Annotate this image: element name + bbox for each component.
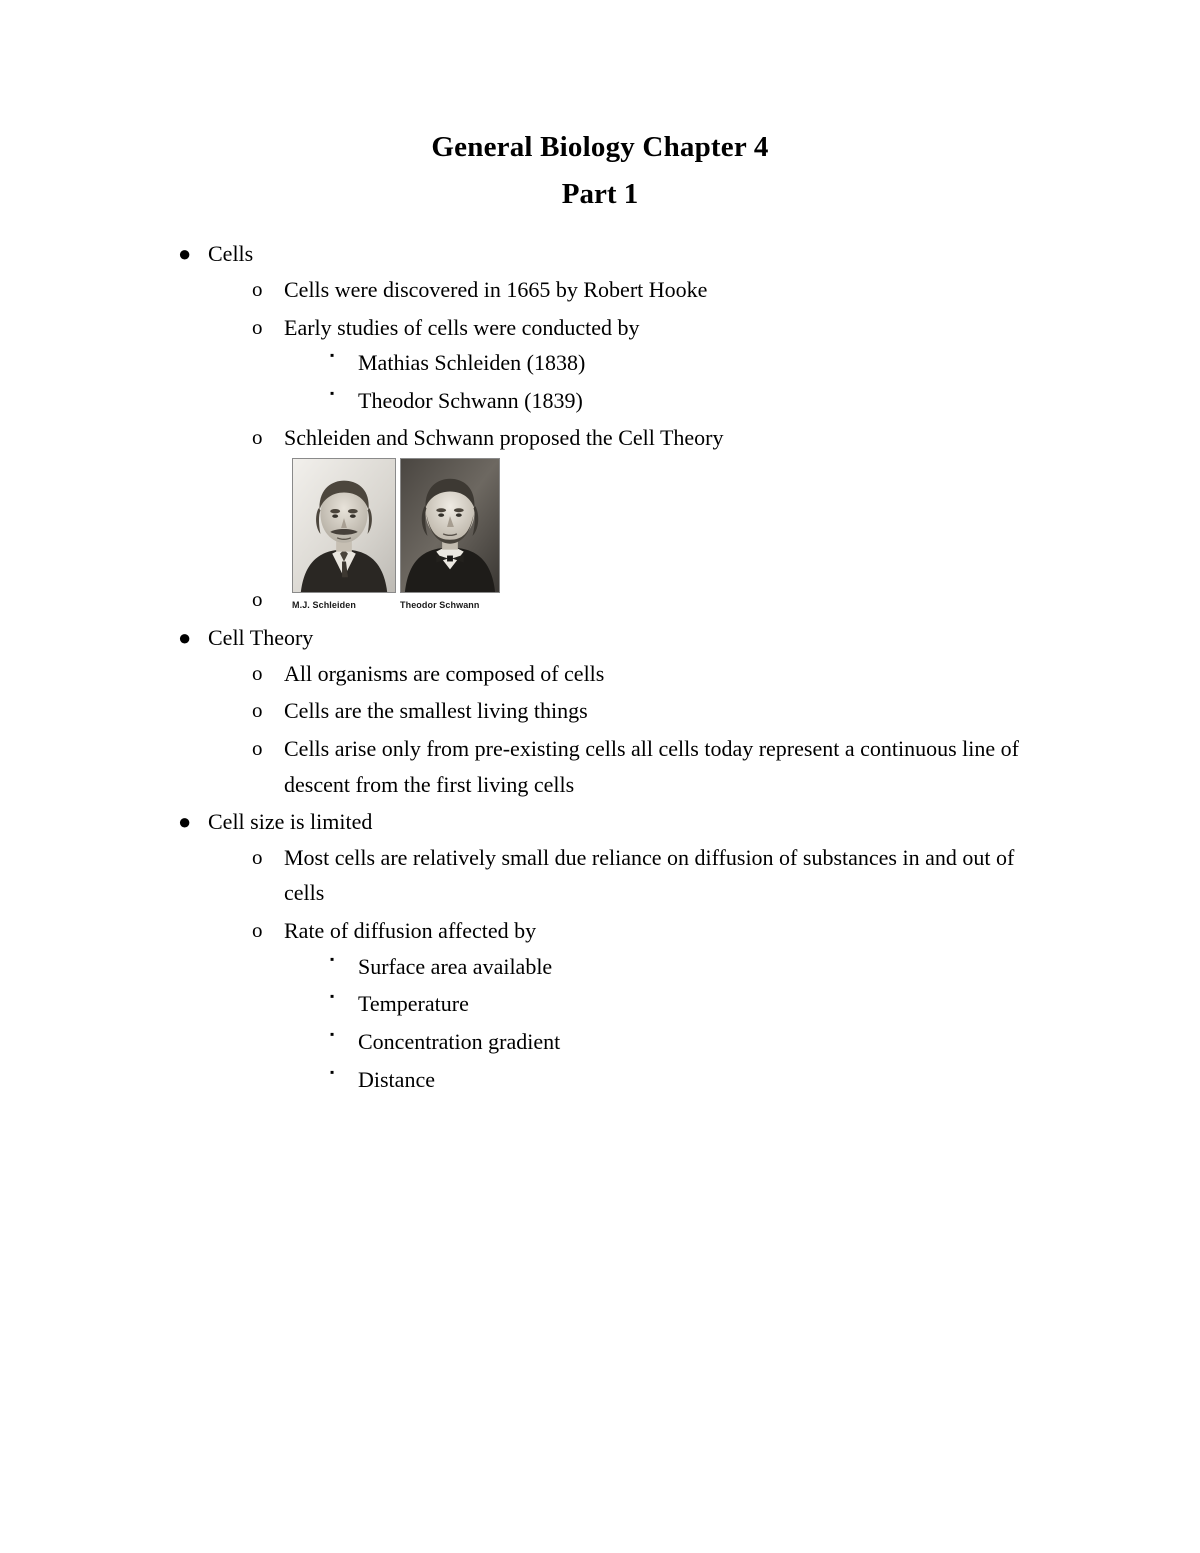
- sublist: [284, 345, 1050, 418]
- bullet-level1-icon: ●: [178, 809, 192, 835]
- bullet-level2-icon: o: [252, 660, 263, 685]
- list-item-text: Concentration gradient: [358, 1028, 561, 1054]
- list-item: [284, 383, 1050, 419]
- list-item-text: Theodor Schwann (1839): [358, 387, 583, 413]
- bullet-level3-icon: ▪: [330, 1064, 335, 1079]
- list-item-text: All organisms are composed of cells: [284, 660, 605, 686]
- list-item: [208, 310, 1050, 419]
- list-item: [208, 913, 1050, 1097]
- portrait-caption-left: M.J. Schleiden: [292, 600, 356, 611]
- list-item: [208, 840, 1050, 911]
- list-item: [150, 620, 1050, 802]
- schwann-portrait-image: [400, 458, 500, 593]
- list-item-text: Most cells are relatively small due reliance on diffusion of substances in and out of cells: [284, 844, 1015, 906]
- list-item: [208, 656, 1050, 692]
- bullet-level2-icon: o: [252, 698, 263, 723]
- bullet-level2-icon: o: [252, 314, 263, 339]
- sublist: [208, 840, 1050, 1097]
- sublist: [208, 656, 1050, 803]
- bullet-level2-icon: o: [252, 918, 263, 943]
- list-item: [284, 1062, 1050, 1098]
- list-item-text: Cells arise only from pre-existing cells all cells today represent a continuous line of descent from the first living cells: [284, 735, 1019, 797]
- list-item: [208, 420, 1050, 456]
- list-item-text: Schleiden and Schwann proposed the Cell Theory: [284, 425, 724, 451]
- section-heading: Cell size is limited: [208, 809, 373, 835]
- bullet-level2-icon: o: [252, 844, 263, 869]
- list-item-text: Cells were discovered in 1665 by Robert Hooke: [284, 276, 708, 302]
- list-item: [284, 986, 1050, 1022]
- bullet-level1-icon: ●: [178, 625, 192, 651]
- list-item: [208, 272, 1050, 308]
- bullet-level2-icon: o: [252, 425, 263, 450]
- bullet-level2-icon: o: [252, 587, 263, 612]
- portrait-schleiden: [292, 458, 396, 613]
- list-item: [208, 693, 1050, 729]
- list-item: [284, 1024, 1050, 1060]
- sublist: [284, 949, 1050, 1098]
- list-item: [150, 236, 1050, 618]
- list-item-text: Cells are the smallest living things: [284, 698, 588, 724]
- figure-list-item: [208, 458, 1050, 618]
- list-item-text: Early studies of cells were conducted by: [284, 314, 640, 340]
- bullet-level2-icon: o: [252, 735, 263, 760]
- schleiden-portrait-image: [292, 458, 396, 593]
- bullet-level1-icon: ●: [178, 241, 192, 267]
- list-item: [284, 345, 1050, 381]
- sublist: [208, 272, 1050, 618]
- list-item-text: Distance: [358, 1066, 435, 1092]
- list-item-text: Rate of diffusion affected by: [284, 918, 537, 944]
- bullet-level3-icon: ▪: [330, 1026, 335, 1041]
- bullet-level3-icon: ▪: [330, 989, 335, 1004]
- list-item-text: Temperature: [358, 991, 469, 1017]
- list-item: [284, 949, 1050, 985]
- scientists-portraits-figure: [284, 458, 1050, 613]
- bullet-level2-icon: o: [252, 276, 263, 301]
- bullet-level3-icon: ▪: [330, 348, 335, 363]
- list-item-text: Mathias Schleiden (1838): [358, 350, 586, 376]
- list-item-text: Surface area available: [358, 953, 553, 979]
- bullet-level3-icon: ▪: [330, 951, 335, 966]
- list-item: [150, 804, 1050, 1097]
- page-subtitle: Part 1: [561, 178, 639, 211]
- list-item: [208, 731, 1050, 802]
- portrait-caption-right: Theodor Schwann: [400, 600, 480, 611]
- bullet-level3-icon: ▪: [330, 385, 335, 400]
- page-title: General Biology Chapter 4: [431, 131, 769, 163]
- section-heading: Cells: [208, 241, 254, 267]
- portrait-schwann: [400, 458, 500, 613]
- outline-list: [150, 236, 1050, 1097]
- section-heading: Cell Theory: [208, 625, 314, 651]
